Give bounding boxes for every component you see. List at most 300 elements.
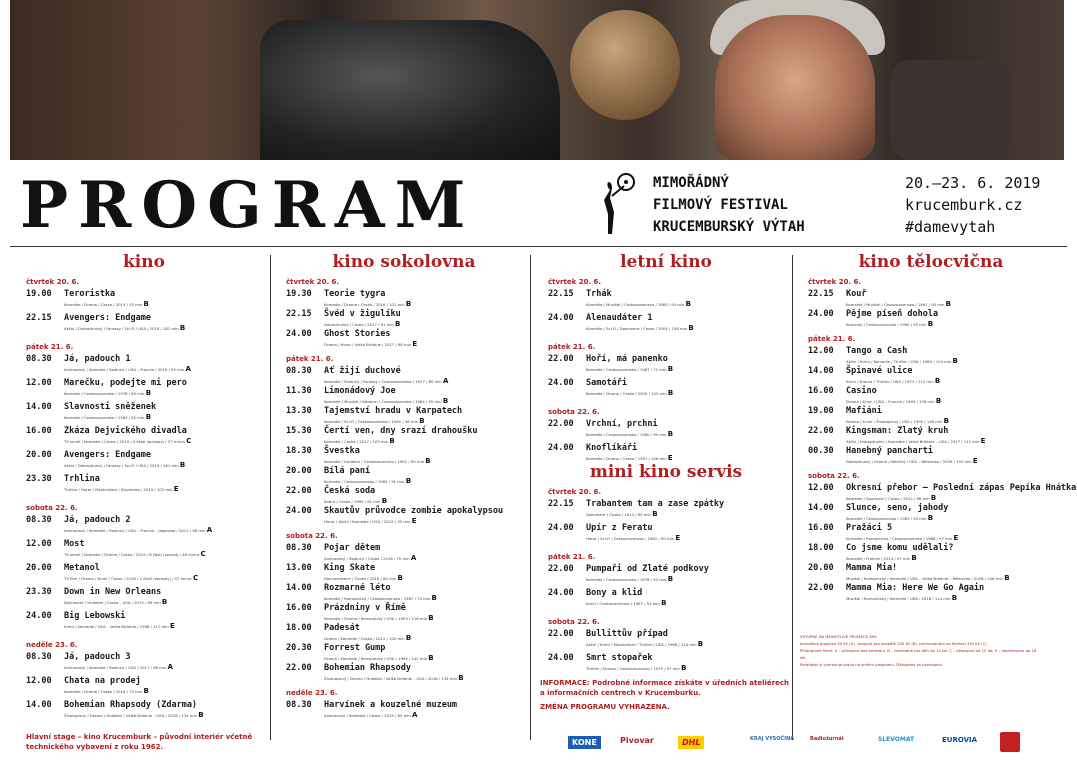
program-entry xyxy=(808,583,1054,603)
sponsor-eurovia-logo: EUROVIA xyxy=(942,736,978,744)
info-note: INFORMACE: Podrobné informace získáte v úředních ateliérech a informačních centrech v Krucemburku. xyxy=(540,679,789,697)
program-entry xyxy=(808,503,1054,523)
entry-detail-text: Komedie / Rodinný / Fantasy / Československo / 1977 / 80 min xyxy=(324,379,442,384)
entry-rating: B xyxy=(927,320,934,328)
entry-time: 14.00 xyxy=(26,402,52,412)
entry-detail xyxy=(64,413,151,421)
entry-rating: B xyxy=(442,397,449,405)
program-entry xyxy=(286,366,522,386)
entry-rating: B xyxy=(943,417,949,425)
entry-rating: B xyxy=(935,397,942,405)
sponsor-slevomat-logo: SLEVOMAT xyxy=(878,736,915,743)
entry-detail-text: Drama / Horor / Velká Británie / 2017 / 98 min xyxy=(324,342,412,347)
entry-detail xyxy=(324,477,411,485)
festival-line-2: FILMOVÝ FESTIVAL xyxy=(653,197,788,213)
column-mini-kino-servis xyxy=(548,462,784,677)
entry-rating: B xyxy=(667,430,674,438)
entry-title: King Skate xyxy=(324,563,376,573)
program-entry xyxy=(808,523,1054,543)
entry-title: Já, padouch 3 xyxy=(64,652,131,662)
entry-title: Pějme píseň dohola xyxy=(846,309,939,319)
entry-detail xyxy=(64,324,185,332)
entry-detail-text: Komedie / Československo / 1976 / 83 min xyxy=(64,391,145,396)
entry-rating: B xyxy=(395,320,401,328)
entry-detail xyxy=(324,397,448,405)
entry-detail xyxy=(64,389,151,397)
entry-title: Pražáci 5 xyxy=(846,523,893,533)
entry-detail-text: Animovaný / Komedie / Rodinný / USA – Francie – Japonsko / 2013 / 98 min xyxy=(64,528,206,533)
entry-rating: B xyxy=(143,687,149,695)
entry-title: Pumpaři od Zlaté podkovy xyxy=(586,564,709,574)
entry-rating: B xyxy=(179,461,186,469)
entry-rating: B xyxy=(681,664,687,672)
program-entry xyxy=(286,329,522,349)
entry-time: 22.15 xyxy=(548,289,574,299)
sponsor-kone-logo: KONE xyxy=(568,736,601,749)
program-entry xyxy=(548,588,784,612)
film-projector xyxy=(260,20,560,160)
entry-title: Já, padouch 1 xyxy=(64,354,131,364)
entry-detail-text: Komedie / Muzikál / Western / Československo / 1964 / 95 min xyxy=(324,399,442,404)
entry-time: 22.00 xyxy=(548,354,574,364)
entry-detail-text: Komedie / Československo / 1967 / 71 min xyxy=(586,367,667,372)
entry-time: 19.30 xyxy=(286,289,312,299)
entry-detail-text: Muzikál / Romantický / Komedie / USA – Velká Británie – Německo / 2008 / 108 min xyxy=(846,576,1003,581)
entry-detail-text: Komedie / Drama / Česko / 2000 / 103 min xyxy=(586,391,667,396)
day-label: pátek 21. 6. xyxy=(286,355,334,363)
entry-detail-text: Komedie / Československo / 1980 / 90 min xyxy=(586,432,667,437)
entry-detail-text: Komedie / Sci-Fi / Československo / 1981 / 98 min xyxy=(324,419,419,424)
day-label: čtvrtek 20. 6. xyxy=(548,488,602,496)
entry-detail-text: Krimi / Komedie / USA – Velká Británie / 1998 / 117 min xyxy=(64,624,169,629)
entry-time: 20.30 xyxy=(286,643,312,653)
entry-rating: B xyxy=(389,437,395,445)
entry-detail xyxy=(324,437,395,445)
entry-rating: B xyxy=(685,300,691,308)
entry-detail-text: Životopisný / Drama / Hudební / Velká Británie – USA / 2018 / 134 min xyxy=(324,676,457,681)
column-title: mini kino servis xyxy=(589,462,743,482)
entry-detail-text: Krimi / Drama / Thriller / USA / 1973 / 112 min xyxy=(846,379,934,384)
entry-detail xyxy=(324,711,417,719)
entry-detail xyxy=(586,365,673,373)
entry-detail-text: Komedie / Romantický / Československo / 1967 / 74 min xyxy=(324,596,431,601)
entry-time: 24.00 xyxy=(26,611,52,621)
program-entry xyxy=(286,603,522,623)
entry-detail xyxy=(586,664,686,672)
column-kino-telocvicna xyxy=(808,252,1077,603)
entry-detail-text: Dokument / Hudební / Česko – USA / 2015 / 90 min xyxy=(64,600,161,605)
entry-time: 12.00 xyxy=(26,539,52,549)
program-entry xyxy=(26,563,262,587)
festival-name xyxy=(653,172,805,238)
entry-title: Vrchní, prchni xyxy=(586,419,658,429)
entry-title: Zkáza Dejvického divadla xyxy=(64,426,187,436)
entry-rating: C xyxy=(186,437,192,445)
entry-time: 20.00 xyxy=(286,466,312,476)
program-entry xyxy=(26,378,262,402)
entry-rating: A xyxy=(167,663,173,671)
entry-title: Bony a klid xyxy=(586,588,643,598)
program-entry xyxy=(286,623,522,643)
entry-rating: B xyxy=(688,324,694,332)
entry-title: Bohemian Rhapsody (Zdarma) xyxy=(64,700,198,710)
entry-detail-text: Komedie / Československo / 1965 / 91 min xyxy=(324,479,405,484)
entry-time: 24.00 xyxy=(286,329,312,339)
entry-time: 08.30 xyxy=(26,515,52,525)
program-entry xyxy=(26,515,262,539)
sponsor-brewery-logo: Pivovar xyxy=(620,736,654,745)
entry-title: Okresní přebor – Poslední zápas Pepíka Hnátka xyxy=(846,483,1077,493)
program-entry xyxy=(548,354,784,378)
day-label: čtvrtek 20. 6. xyxy=(808,278,862,286)
entry-time: 22.00 xyxy=(808,583,834,593)
entry-time: 13.00 xyxy=(286,563,312,573)
festival-line-3: KRUCEMBURSKÝ VÝTAH xyxy=(653,219,805,235)
program-entry xyxy=(808,426,1054,446)
man-face xyxy=(715,15,875,160)
entry-time: 16.00 xyxy=(808,523,834,533)
entry-detail-text: Dobrodružný / Drama / Válečný / USA – Německo / 2009 / 153 min xyxy=(846,459,972,464)
entry-detail xyxy=(324,654,434,662)
entry-detail-text: Komedie / Česko / 2017 / 103 min xyxy=(324,439,389,444)
festival-website: krucemburk.cz xyxy=(905,196,1023,214)
entry-title: Bílá paní xyxy=(324,466,371,476)
header-photo xyxy=(10,0,1064,160)
entry-detail xyxy=(846,377,940,385)
prices-line: Přístupnost filmů: A – přístupno bez omezení, B – nevhodné pro děti do 12 let, C – přístupno od 15 let, E – nepřístupno do 18 let. xyxy=(800,648,1037,660)
entry-rating: B xyxy=(405,634,412,642)
entry-title: Hoří, má panenko xyxy=(586,354,668,364)
entry-detail xyxy=(324,457,431,465)
projector-lamp xyxy=(570,10,680,120)
entry-detail-text: Animovaný / Komedie / Rodinný / USA / 2017 / 96 min xyxy=(64,665,167,670)
entry-detail-text: Životopisný / Drama / Hudební / Velká Británie – USA / 2018 / 134 min xyxy=(64,713,197,718)
entry-detail-text: Animovaný / Rodinný / Česko / 2018 / 70 min xyxy=(324,556,410,561)
entry-time: 22.15 xyxy=(548,499,574,509)
entry-title: Špinavé ulice xyxy=(846,366,913,376)
entry-time: 24.00 xyxy=(548,653,574,663)
entry-rating: B xyxy=(667,389,674,397)
entry-time: 24.00 xyxy=(548,313,574,323)
entry-title: Avengers: Endgame xyxy=(64,313,151,323)
program-entry xyxy=(286,543,522,563)
entry-title: Co jsme komu udělali? xyxy=(846,543,954,553)
entry-rating: A xyxy=(185,365,191,373)
entry-detail-text: Komedie / Sci-Fi / Dokument / Česko / 2004 / 106 min xyxy=(586,326,688,331)
entry-rating: C xyxy=(200,550,206,558)
entry-detail xyxy=(846,494,936,502)
entry-detail xyxy=(846,397,941,405)
entry-detail xyxy=(846,514,933,522)
entry-title: Smrt stopařek xyxy=(586,653,653,663)
entry-detail-text: Komedie / Československo / 1983 / 82 min xyxy=(64,415,145,420)
entry-detail xyxy=(586,389,673,397)
entry-rating: E xyxy=(173,485,179,493)
day-label: čtvrtek 20. 6. xyxy=(548,278,602,286)
entry-title: Trabantem tam a zase zpátky xyxy=(586,499,725,509)
festival-hashtag: #damevytah xyxy=(905,218,996,236)
entry-time: 20.00 xyxy=(26,563,52,573)
entry-detail-text: Akční / Dobrodružný / Fantasy / Sci-Fi / USA / 2019 / 181 min xyxy=(64,463,179,468)
program-entry xyxy=(808,406,1054,426)
entry-title: Slavnosti sněženek xyxy=(64,402,157,412)
entry-rating: B xyxy=(667,575,674,583)
program-entry xyxy=(286,466,522,486)
entry-rating: B xyxy=(143,300,149,308)
entry-title: Švestka xyxy=(324,446,360,456)
program-entry xyxy=(286,446,522,466)
header-divider xyxy=(10,246,1067,247)
entry-detail xyxy=(586,534,680,542)
entry-time: 22.00 xyxy=(548,564,574,574)
entry-time: 22.00 xyxy=(808,426,834,436)
program-entry xyxy=(26,313,262,337)
entry-rating: E xyxy=(169,622,175,630)
entry-title: Já, padouch 2 xyxy=(64,515,131,525)
festival-date: 20.–23. 6. 2019 xyxy=(905,174,1041,192)
entry-time: 08.30 xyxy=(286,543,312,553)
entry-title: Hanebný pancharti xyxy=(846,446,933,456)
entry-detail xyxy=(846,574,1010,582)
program-entry xyxy=(26,611,262,635)
entry-detail xyxy=(64,622,175,630)
entry-time: 08.30 xyxy=(286,700,312,710)
entry-title: Prázdniny v Římě xyxy=(324,603,406,613)
entry-time: 12.00 xyxy=(26,676,52,686)
entry-detail xyxy=(846,300,951,308)
program-entry xyxy=(286,563,522,583)
entry-title: Mafiáni xyxy=(846,406,882,416)
entry-rating: B xyxy=(945,300,951,308)
entry-title: Most xyxy=(64,539,85,549)
program-entry xyxy=(286,289,522,309)
entry-time: 24.00 xyxy=(548,588,574,598)
program-entry xyxy=(26,354,262,378)
entry-title: Big Lebowski xyxy=(64,611,126,621)
prices-block xyxy=(800,633,1040,668)
entry-detail-text: Akční / Krimi / Komedie / Thriller / USA / 1989 / 104 min xyxy=(846,359,952,364)
entry-rating: B xyxy=(428,654,434,662)
entry-time: 12.00 xyxy=(808,346,834,356)
entry-detail xyxy=(324,554,416,562)
entry-title: Casino xyxy=(846,386,877,396)
program-entry xyxy=(286,406,522,426)
day-label: čtvrtek 20. 6. xyxy=(26,278,80,286)
entry-detail xyxy=(64,598,167,606)
entry-detail-text: Komedie / Drama / Česko / 2018 / 72 min xyxy=(64,689,143,694)
sponsor-kraj-logo: KRAJ VYSOČINA xyxy=(750,736,795,742)
column-divider xyxy=(530,255,531,740)
program-entry xyxy=(548,629,784,653)
entry-rating: B xyxy=(419,417,425,425)
entry-title: Ghost Stories xyxy=(324,329,391,339)
entry-detail-text: Dokument / Česko / 2014 / 95 min xyxy=(586,512,651,517)
entry-time: 19.00 xyxy=(808,406,834,416)
entry-time: 24.00 xyxy=(548,523,574,533)
column-title: letní kino xyxy=(620,252,712,272)
entry-detail-text: TV seriál / Komedie / Česko / 2019 / 4 části (epizody) / 57 minut xyxy=(64,439,185,444)
entry-detail xyxy=(64,437,191,445)
entry-time: 22.15 xyxy=(286,309,312,319)
program-entry xyxy=(26,426,262,450)
entry-detail-text: Drama / Krimi / USA – Francie / 1995 / 178 min xyxy=(846,399,935,404)
entry-rating: E xyxy=(667,454,673,462)
entry-time: 20.00 xyxy=(808,563,834,573)
entry-rating: B xyxy=(911,554,917,562)
entry-time: 24.00 xyxy=(286,506,312,516)
entry-time: 14.00 xyxy=(26,700,52,710)
entry-rating: E xyxy=(953,534,959,542)
entry-time: 14.00 xyxy=(808,503,834,513)
entry-title: Švéd v žigulíku xyxy=(324,309,401,319)
program-entry xyxy=(808,446,1054,466)
entry-rating: B xyxy=(652,510,658,518)
entry-rating: B xyxy=(405,300,412,308)
entry-detail-text: Akční / Krimi / Mysteriózní / Thriller / USA / 1968 / 114 min xyxy=(586,642,697,647)
entry-detail xyxy=(64,711,204,719)
column-kino xyxy=(26,252,262,724)
program-entry xyxy=(548,564,784,588)
entry-title: Limonádový Joe xyxy=(324,386,396,396)
entry-time: 19.00 xyxy=(26,289,52,299)
entry-detail xyxy=(846,437,985,445)
entry-detail-text: Komedie / Romantický / Československo / 1988 / 97 min xyxy=(846,536,953,541)
entry-title: Česká soda xyxy=(324,486,376,496)
entry-detail-text: Akční / Dobrodružný / Komedie / Velká Británie – USA / 2017 / 141 min xyxy=(846,439,980,444)
entry-title: Tajemství hradu v Karpatech xyxy=(324,406,463,416)
entry-time: 22.00 xyxy=(548,629,574,639)
festival-dates xyxy=(905,172,1040,238)
program-entry xyxy=(26,402,262,426)
column-title: kino sokolovna xyxy=(332,252,476,272)
entry-detail xyxy=(586,640,703,648)
entry-rating: B xyxy=(1004,574,1010,582)
entry-detail xyxy=(586,454,673,462)
entry-detail-text: Thriller / Drama / Československo / 1979 / 97 min xyxy=(586,666,680,671)
entry-time: 14.00 xyxy=(808,366,834,376)
program-entry xyxy=(808,543,1054,563)
entry-detail xyxy=(846,594,957,602)
festival-line-1: MIMOŘÁDNÝ xyxy=(653,175,729,191)
entry-rating: B xyxy=(661,599,667,607)
entry-detail xyxy=(64,485,179,493)
entry-detail-text: Krimi / Československo / 1987 / 91 min xyxy=(586,601,660,606)
entry-detail xyxy=(586,300,691,308)
entry-time: 23.30 xyxy=(26,587,52,597)
entry-detail-text: Komedie / Muzikál / Československo / 1980 / 94 min xyxy=(586,302,685,307)
entry-detail xyxy=(324,300,411,308)
entry-detail-text: Muzikál / Romantický / Komedie / USA / 2018 / 114 min xyxy=(846,596,951,601)
entry-detail xyxy=(64,300,149,308)
entry-detail xyxy=(586,599,666,607)
entry-rating: B xyxy=(930,494,937,502)
entry-rating: B xyxy=(161,598,168,606)
entry-time: 16.00 xyxy=(808,386,834,396)
entry-detail-text: Komedie / Československo / 1990 / 93 min xyxy=(846,322,927,327)
entry-time: 22.15 xyxy=(808,289,834,299)
entry-title: Kouř xyxy=(846,289,867,299)
day-label: pátek 21. 6. xyxy=(26,343,74,351)
program-entry xyxy=(548,313,784,337)
program-entry xyxy=(548,289,784,313)
entry-rating: E xyxy=(980,437,986,445)
entry-title: Rozmarné léto xyxy=(324,583,391,593)
prices-line: VSTUPNÉ NA JEDNOTLIVÉ PROJEKCE KIN: xyxy=(800,634,878,639)
entry-title: Mamma Mia! xyxy=(846,563,898,573)
entry-title: Tango a Cash xyxy=(846,346,908,356)
stage-note: Hlavní stage – kino Krucemburk – původní interiér včetně technického vybavení z roku 1962. xyxy=(26,733,253,751)
entry-time: 24.00 xyxy=(548,443,574,453)
entry-title: Ať žijí duchové xyxy=(324,366,401,376)
entry-time: 23.30 xyxy=(26,474,52,484)
column-kino-sokolovna xyxy=(286,252,522,720)
entry-detail-text: Animovaný / Komedie / Rodinný / USA – Francie / 2010 / 95 min xyxy=(64,367,185,372)
entry-rating: B xyxy=(428,614,434,622)
day-label: pátek 21. 6. xyxy=(548,343,596,351)
entry-detail xyxy=(846,534,958,542)
program-entry xyxy=(808,563,1054,583)
entry-title: Samotáři xyxy=(586,378,627,388)
entry-detail xyxy=(324,614,434,622)
program-entry xyxy=(26,587,262,611)
entry-title: Avengers: Endgame xyxy=(64,450,151,460)
entry-rating: E xyxy=(972,457,978,465)
program-entry xyxy=(286,663,522,683)
entry-detail xyxy=(324,340,417,348)
day-label: sobota 22. 6. xyxy=(548,618,600,626)
day-label: čtvrtek 20. 6. xyxy=(286,278,340,286)
entry-detail xyxy=(586,430,673,438)
entry-detail-text: TV seriál / Komedie / Drama / Česko / 2019 / 8 částí (epizod) / 48 minut xyxy=(64,552,200,557)
entry-title: Teroristka xyxy=(64,289,116,299)
entry-detail xyxy=(846,457,978,465)
day-label: sobota 22. 6. xyxy=(808,472,860,480)
program-entry xyxy=(808,309,1054,329)
entry-detail xyxy=(64,687,149,695)
entry-rating: B xyxy=(697,640,704,648)
entry-time: 13.30 xyxy=(286,406,312,416)
entry-time: 22.00 xyxy=(286,486,312,496)
entry-detail xyxy=(64,550,206,558)
entry-rating: B xyxy=(381,497,388,505)
entry-time: 08.30 xyxy=(286,366,312,376)
entry-title: Down in New Orleans xyxy=(64,587,162,597)
column-letni-kino xyxy=(548,252,784,467)
entry-rating: E xyxy=(675,534,681,542)
entry-detail-text: Komedie / Drama / Česko / 2019 / 93 min xyxy=(64,302,143,307)
entry-detail-text: Komedie / Francie / 2014 / 97 min xyxy=(846,556,911,561)
entry-detail xyxy=(324,517,417,525)
entry-rating: A xyxy=(443,377,449,385)
program-entry xyxy=(808,483,1077,503)
entry-time: 18.00 xyxy=(808,543,834,553)
change-note: ZMĚNA PROGRAMU VYHRAZENA. xyxy=(540,703,670,711)
entry-title: Padesát xyxy=(324,623,360,633)
entry-detail-text: Komedie / Hudební / Československo / 1991 / 90 min xyxy=(324,459,425,464)
program-entry xyxy=(26,700,262,724)
entry-detail xyxy=(324,674,464,682)
entry-rating: B xyxy=(397,574,403,582)
program-entry xyxy=(808,386,1054,406)
entry-title: Bullittův případ xyxy=(586,629,668,639)
entry-detail-text: Dobrodružný / Česko / 2017 / 91 min xyxy=(324,322,394,327)
entry-title: Pojar dětem xyxy=(324,543,381,553)
entry-title: Teorie tygra xyxy=(324,289,386,299)
entry-time: 24.00 xyxy=(548,378,574,388)
entry-rating: A xyxy=(410,554,417,562)
entry-title: Trhák xyxy=(586,289,612,299)
column-divider xyxy=(792,255,793,740)
